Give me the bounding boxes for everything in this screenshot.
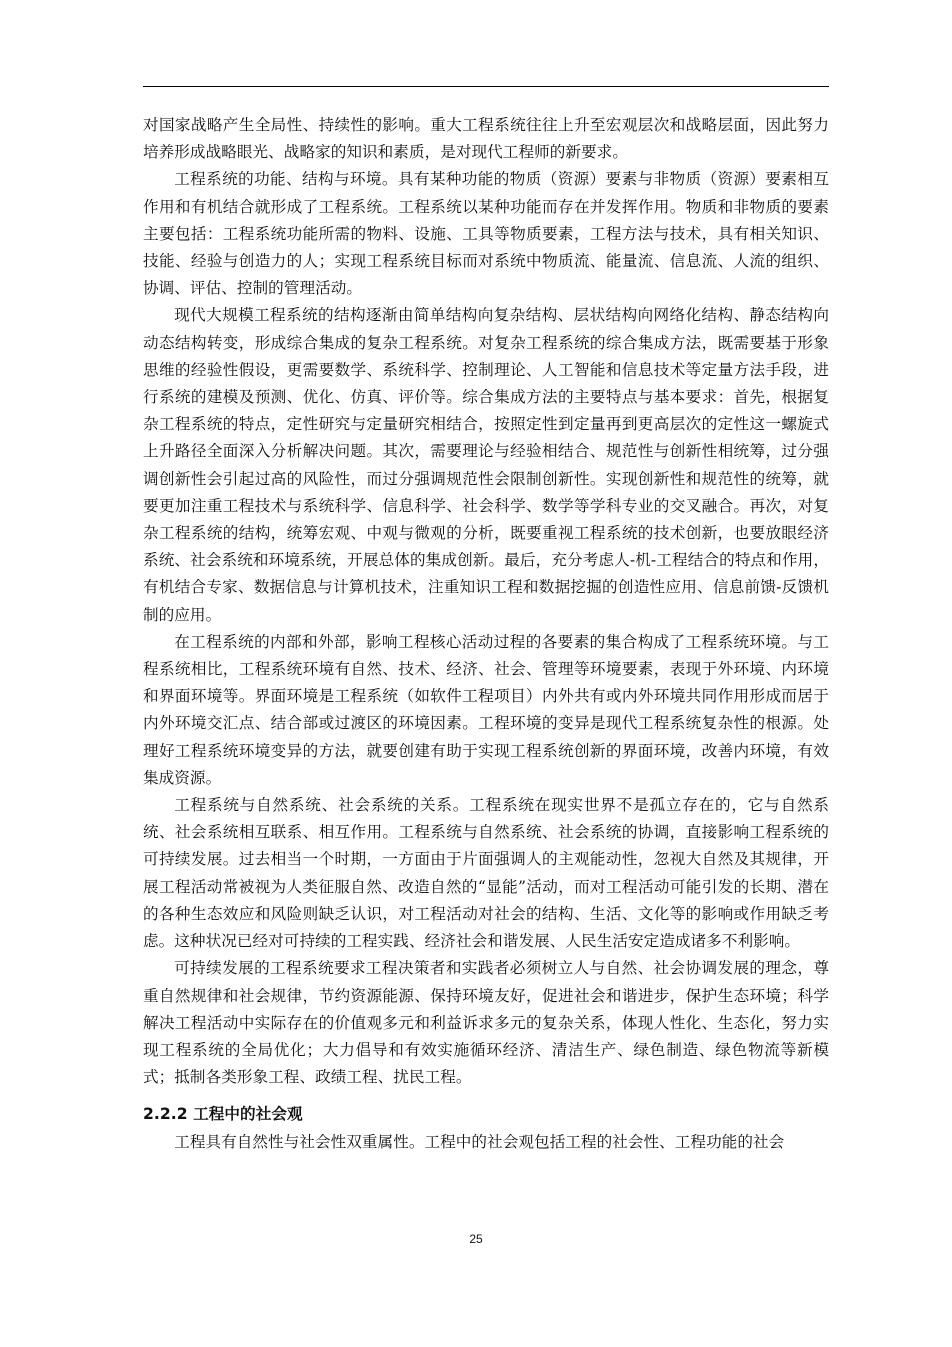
body-text	[143, 112, 829, 1156]
paragraph-3: 现代大规模工程系统的结构逐渐由简单结构向复杂结构、层状结构向网络化结构、静态结构向动态结构转变，形成综合集成的复杂工程系统。对复杂工程系统的综合集成方法，既需要基于形象思维的经验性假设，更需要数学、系统科学、控制理论、人工智能和信息技术等定量方法手段，进行系统的建模及预测、优化、仿真、评价等。综合集成方法的主要特点与基本要求：首先，根据复杂工程系统的特点，定性研究与定量研究相结合，按照定性到定量再到更高层次的定性这一螺旋式上升路径全面深入分析解决问题。其次，需要理论与经验相结合、规范性与创新性相统筹，过分强调创新性会引起过高的风险性，而过分强调规范性会限制创新性。实现创新性和规范性的统筹，就要更加注重工程技术与系统科学、信息科学、社会科学、数学等学科专业的交叉融合。再次，对复杂工程系统的结构，统筹宏观、中观与微观的分析，既要重视工程系统的技术创新，也要放眼经济系统、社会系统和环境系统，开展总体的集成创新。最后，充分考虑人-机-工程结合的特点和作用，有机结合专家、数据信息与计算机技术，注重知识工程和数据挖掘的创造性应用、信息前馈-反馈机制的应用。	[143, 306, 829, 624]
section-first-line: 工程具有自然性与社会性双重属性。工程中的社会观包括工程的社会性、工程功能的社会	[174, 1132, 785, 1151]
paragraph-5: 工程系统与自然系统、社会系统的关系。工程系统在现实世界不是孤立存在的，它与自然系统、社会系统相互联系、相互作用。工程系统与自然系统、社会系统的协调，直接影响工程系统的可持续发展。过去相当一个时期，一方面由于片面强调人的主观能动性，忽视大自然及其规律，开展工程活动常被视为人类征服自然、改造自然的“显能”活动，而对工程活动可能引发的长期、潜在的各种生态效应和风险则缺乏认识，对工程活动对社会的结构、生活、文化等的影响或作用缺乏考虑。这种状况已经对可持续的工程实践、经济社会和谐发展、人民生活安定造成诸多不利影响。	[143, 796, 829, 951]
section-heading: 2.2.2 工程中的社会观	[143, 1105, 303, 1124]
paragraph-1: 对国家战略产生全局性、持续性的影响。重大工程系统往往上升至宏观层次和战略层面，因此努力培养形成战略眼光、战略家的知识和素质，是对现代工程师的新要求。	[143, 116, 829, 162]
header-rule	[143, 86, 829, 87]
paragraph-2: 工程系统的功能、结构与环境。具有某种功能的物质（资源）要素与非物质（资源）要素相互作用和有机结合就形成了工程系统。工程系统以某种功能而存在并发挥作用。物质和非物质的要素主要包括：工程系统功能所需的物料、设施、工具等物质要素，工程方法与技术，具有相关知识、技能、经验与创造力的人；实现工程系统目标而对系统中物质流、能量流、信息流、人流的组织、协调、评估、控制的管理活动。	[143, 170, 829, 298]
page-number: 25	[469, 1232, 483, 1246]
paragraph-4: 在工程系统的内部和外部，影响工程核心活动过程的各要素的集合构成了工程系统环境。与工程系统相比，工程系统环境有自然、技术、经济、社会、管理等环境要素，表现于外环境、内环境和界面环境等。界面环境是工程系统（如软件工程项目）内外共有或内外环境共同作用形成而居于内外环境交汇点、结合部或过渡区的环境因素。工程环境的变异是现代工程系统复杂性的根源。处理好工程系统环境变异的方法，就要创建有助于实现工程系统创新的界面环境，改善内环境，有效集成资源。	[143, 632, 829, 787]
paragraph-6: 可持续发展的工程系统要求工程决策者和实践者必须树立人与自然、社会协调发展的理念，尊重自然规律和社会规律，节约资源能源、保持环境友好，促进社会和谐进步，保护生态环境；科学解决工程活动中实际存在的价值观多元和利益诉求多元的复杂关系，体现人性化、生态化，努力实现工程系统的全局优化；大力倡导和有效实施循环经济、清洁生产、绿色制造、绿色物流等新模式；抵制各类形象工程、政绩工程、扰民工程。	[143, 959, 829, 1087]
